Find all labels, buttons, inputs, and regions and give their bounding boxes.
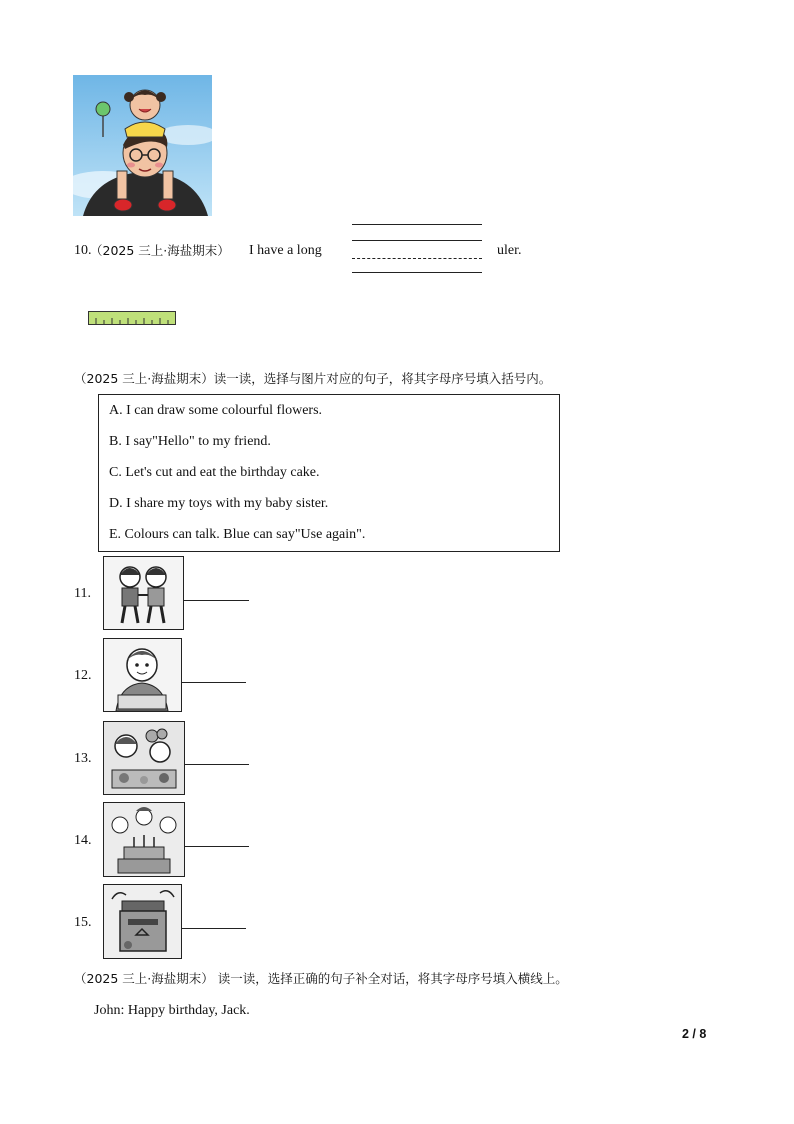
writing-line-upper bbox=[352, 240, 482, 241]
item-13-answer-line[interactable] bbox=[184, 764, 249, 765]
item-15-answer-line[interactable] bbox=[181, 928, 246, 929]
item-15-number: 15. bbox=[74, 915, 92, 930]
options-box bbox=[98, 394, 560, 552]
item-12-answer-line[interactable] bbox=[181, 682, 246, 683]
q10-text-after: uler. bbox=[497, 243, 522, 258]
item-12-number: 12. bbox=[74, 668, 92, 683]
q10-text-before: I have a long bbox=[249, 243, 322, 258]
recycle-bin-picture bbox=[103, 884, 182, 959]
item-11-number: 11. bbox=[74, 586, 91, 601]
item-14-number: 14. bbox=[74, 833, 92, 848]
sharing-toys-picture bbox=[103, 721, 185, 795]
boy-drawing-picture bbox=[103, 638, 182, 712]
q10-writing-lines[interactable] bbox=[352, 222, 482, 276]
item-11-answer-line[interactable] bbox=[183, 600, 249, 601]
friends-greeting-picture bbox=[103, 556, 184, 630]
dialog-line-john: John: Happy birthday, Jack. bbox=[94, 1003, 250, 1018]
birthday-cake-picture bbox=[103, 802, 185, 877]
page-number: 2 / 8 bbox=[682, 1027, 707, 1041]
ruler-picture bbox=[88, 311, 176, 330]
q10-source: （2025 三上·海盐期末） bbox=[90, 243, 230, 258]
writing-line-bottom bbox=[352, 272, 482, 273]
option-a: A. I can draw some colourful flowers. bbox=[109, 403, 323, 418]
father-daughter-picture bbox=[73, 75, 212, 216]
q10-number: 10. bbox=[74, 243, 92, 258]
option-c: C. Let's cut and eat the birthday cake. bbox=[109, 465, 320, 480]
item-13-number: 13. bbox=[74, 751, 92, 766]
item-14-answer-line[interactable] bbox=[184, 846, 249, 847]
option-b: B. I say"Hello" to my friend. bbox=[109, 434, 271, 449]
match-instruction: （2025 三上·海盐期末）读一读，选择与图片对应的句子，将其字母序号填入括号内。 bbox=[74, 371, 552, 386]
writing-line-dashed bbox=[352, 258, 482, 259]
dialog-instruction: （2025 三上·海盐期末） 读一读，选择正确的句子补全对话，将其字母序号填入横线上。 bbox=[74, 971, 568, 986]
option-d: D. I share my toys with my baby sister. bbox=[109, 496, 329, 511]
option-e: E. Colours can talk. Blue can say"Use again". bbox=[109, 527, 366, 542]
writing-line-top bbox=[352, 224, 482, 225]
